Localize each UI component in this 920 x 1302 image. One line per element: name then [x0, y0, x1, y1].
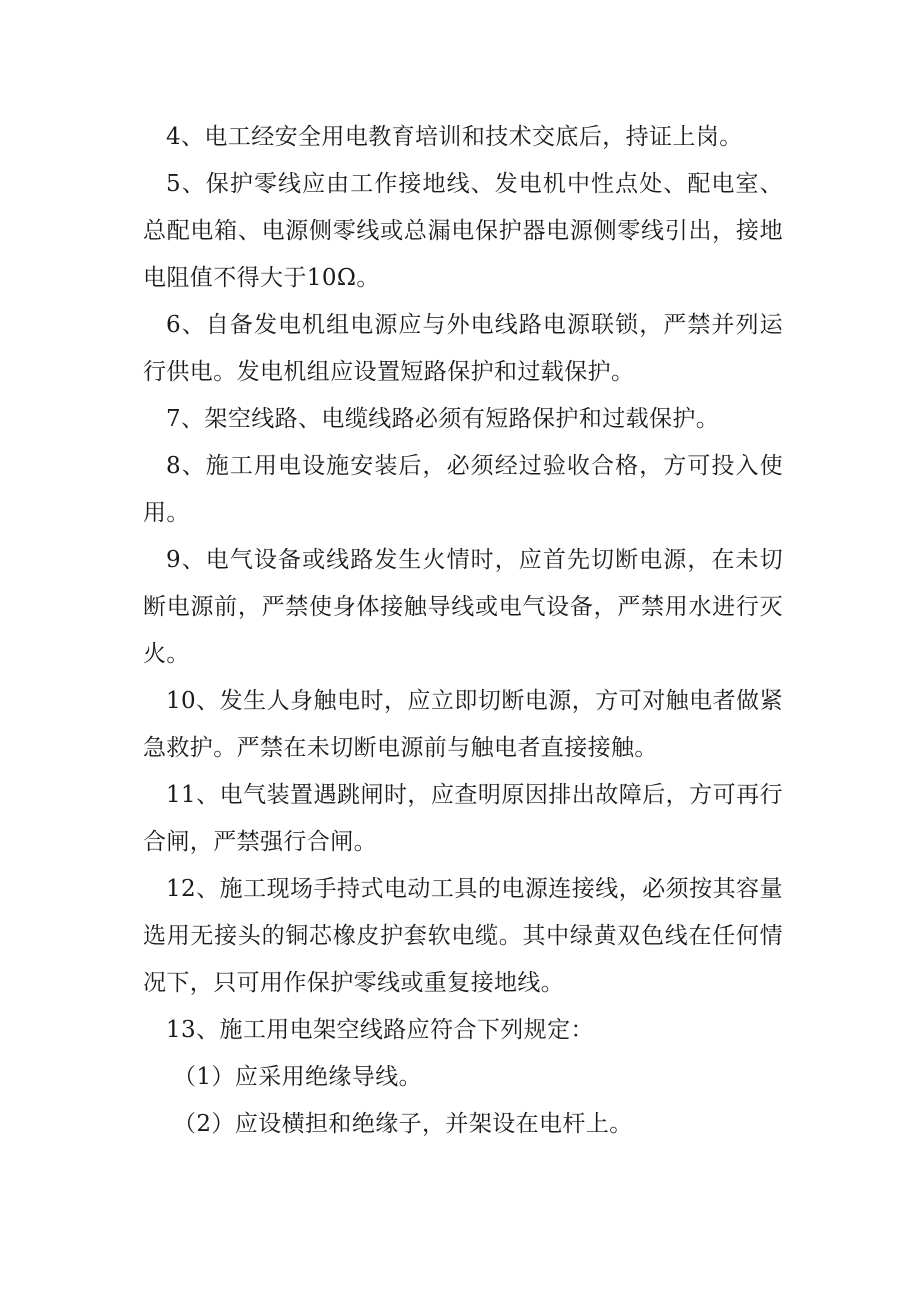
sub-item-1: （1）应采用绝缘导线。 — [173, 1064, 423, 1090]
document-body — [143, 114, 783, 1148]
paragraph-item-10: 10、发生人身触电时，应立即切断电源，方可对触电者做紧急救护。严禁在未切断电源前与触电者直接接触。 — [143, 688, 783, 761]
paragraph-item-13: 13、施工用电架空线路应符合下列规定： — [166, 1017, 594, 1043]
paragraph-item-6: 6、自备发电机组电源应与外电线路电源联锁，严禁并列运行供电。发电机组应设置短路保护和过载保护。 — [143, 312, 783, 385]
paragraph-item-7: 7、架空线路、电缆线路必须有短路保护和过载保护。 — [166, 406, 720, 432]
sub-item-2: （2）应设横担和绝缘子，并架设在电杆上。 — [173, 1111, 633, 1137]
paragraph-item-11: 11、电气装置遇跳闸时，应查明原因排出故障后，方可再行合闸，严禁强行合闸。 — [143, 782, 783, 855]
paragraph-item-12: 12、施工现场手持式电动工具的电源连接线，必须按其容量选用无接头的铜芯橡皮护套软电缆。其中绿黄双色线在任何情况下，只可用作保护零线或重复接地线。 — [143, 876, 783, 996]
paragraph-item-5: 5、保护零线应由工作接地线、发电机中性点处、配电室、总配电箱、电源侧零线或总漏电保护器电源侧零线引出，接地电阻值不得大于10Ω。 — [143, 171, 783, 291]
paragraph-item-9: 9、电气设备或线路发生火情时，应首先切断电源，在未切断电源前，严禁使身体接触导线或电气设备，严禁用水进行灭火。 — [143, 547, 783, 667]
paragraph-item-4: 4、电工经安全用电教育培训和技术交底后，持证上岗。 — [166, 124, 743, 150]
paragraph-item-8: 8、施工用电设施安装后，必须经过验收合格，方可投入使用。 — [143, 453, 783, 526]
